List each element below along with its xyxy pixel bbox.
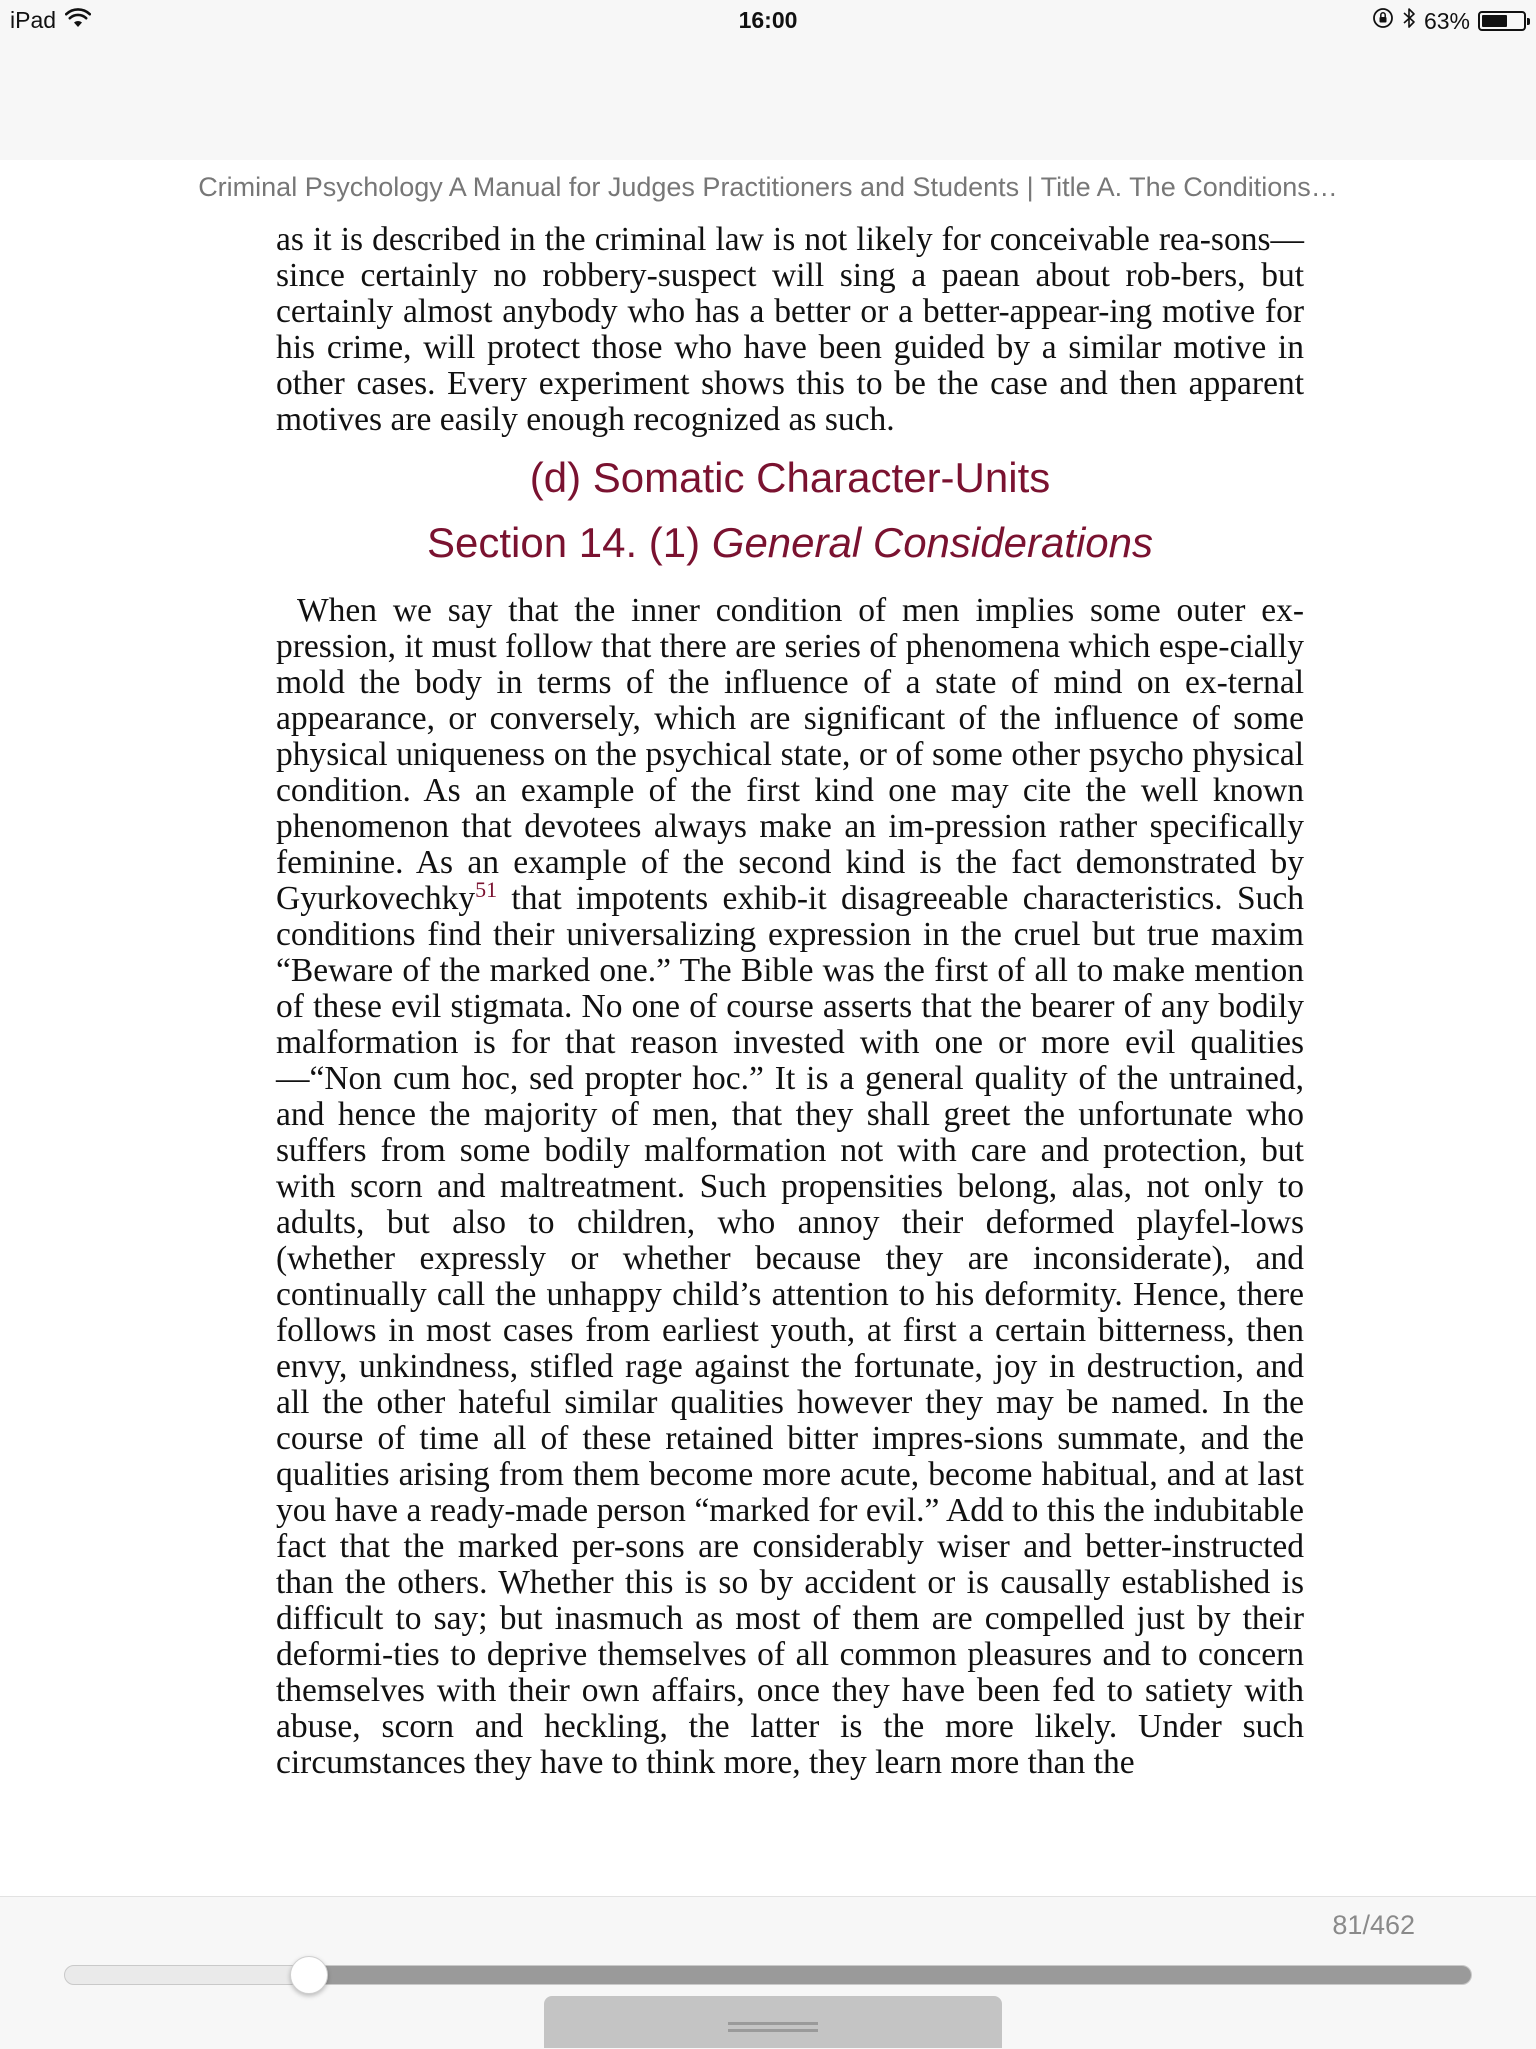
- paragraph-main: [276, 593, 1304, 1781]
- battery-percent: 63%: [1423, 7, 1470, 34]
- page-indicator: 81/462: [1332, 1910, 1415, 1940]
- page-scrubber-thumb[interactable]: [290, 1956, 328, 1994]
- battery-icon: [1478, 11, 1526, 31]
- section-heading-number: Section 14. (1): [426, 519, 712, 566]
- page-content[interactable]: [276, 222, 1304, 1781]
- status-time: 16:00: [738, 7, 798, 33]
- status-right: [1372, 7, 1526, 35]
- battery-tip: [1527, 18, 1530, 25]
- grip-line-icon: [728, 2029, 818, 2032]
- section-heading-title: General Considerations: [711, 519, 1154, 566]
- orientation-lock-icon: [1372, 7, 1394, 35]
- footnote-link[interactable]: 51: [475, 876, 498, 902]
- section-heading: [276, 519, 1304, 567]
- bluetooth-icon: [1402, 7, 1416, 35]
- book-title[interactable]: Criminal Psychology A Manual for Judges Practitioners and Students | Title A. The Conditions…: [198, 172, 1338, 202]
- grip-line-icon: [728, 2022, 818, 2025]
- page-scrubber-fill: [310, 1966, 1471, 1984]
- device-name: iPad: [10, 7, 57, 33]
- paragraph-main-rest: that impotents exhib-it disagreeable characteristics. Such conditions find their universalizing expression in the cruel but true maxim “Beware of the marked one.” The Bible was the first of all to make mention of these evil stigmata. No one of course asserts that the bearer of any bodily malformation is for that reason invested with one or more evil qualities—“Non cum hoc, sed propter hoc.” It is a general quality of the untrained, and hence the majority of men, that they shall greet the unfortunate who suffers from some bodily malformation not with care and protection, but with scorn and maltreatment. Such propensities belong, alas, not only to adults, but also to children, who annoy their deformed playfel-lows (whether expressly or whether because they are inconsiderate), and continually call the unhappy child’s attention to his deformity. Hence, there follows in most cases from earliest youth, at first a certain bitterness, then envy, unkindness, stifled rage against the fortunate, joy in destruction, and all the other hateful similar qualities however they may be named. In the course of time all of these retained bitter impres-sions summate, and the qualities arising from them become more acute, become habitual, and at last you have a ready-made person “marked for evil.” Add to this the indubitable fact that the marked per-sons are considerably wiser and better-instructed than the others. Whether this is so by accident or is causally established is difficult to say; but inasmuch as most of them are compelled just by their deformi-ties to deprive themselves of all common pleasures and to concern themselves with their own affairs, once they have been fed to satiety with abuse, scorn and heckling, the latter is the more likely. Under such circumstances they have to think more, they learn more than the: [276, 880, 1304, 1781]
- paragraph-continued: as it is described in the criminal law is not likely for conceivable rea-sons—since certainly no robbery-suspect will sing a paean about rob-bers, but certainly almost anybody who has a better or a better-appear-ing motive for his crime, will protect those who have been guided by a similar motive in other cases. Every experiment shows this to be the case and then apparent motives are easily enough recognized as such.: [276, 221, 1304, 438]
- paragraph-main-start: When we say that the inner condition of men implies some outer ex-pression, it must follow that there are series of phenomena which espe-cially mold the body in terms of the influence of a state of mind on ex-ternal appearance, or conversely, which are significant of the influence of some physical uniqueness on the psychical state, or of some other psycho physical condition. As an example of the first kind one may cite the well known phenomenon that devotees always make an im-pression rather specifically feminine. As an example of the second kind is the fact demonstrated by Gyurkovechky: [276, 592, 1304, 917]
- status-bar: [0, 0, 1536, 42]
- battery-level: [1482, 15, 1507, 27]
- drawer-handle[interactable]: [544, 1996, 1002, 2048]
- chapter-heading: (d) Somatic Character-Units: [529, 454, 1051, 501]
- page-scrubber-track[interactable]: [64, 1965, 1472, 1985]
